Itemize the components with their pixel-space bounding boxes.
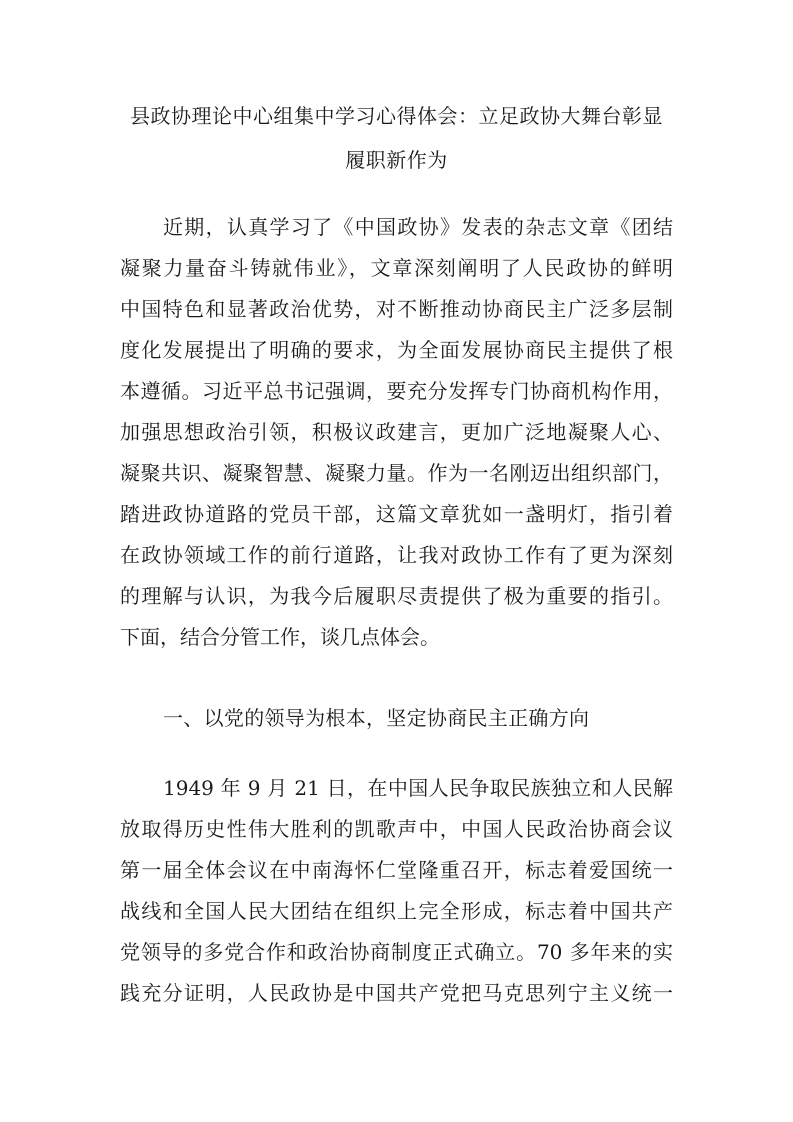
paragraph-section-1 xyxy=(120,768,673,1014)
paragraph-line: 在政协领域工作的前行道路，让我对政协工作有了更为深刻 xyxy=(120,543,673,567)
title-line-1: 县政协理论中心组集中学习心得体会：立足政协大舞台彰显 xyxy=(130,104,663,128)
paragraph-line: 近期，认真学习了《中国政协》发表的杂志文章《团结 xyxy=(163,215,673,239)
paragraph-line: 度化发展提出了明确的要求，为全面发展协商民主提供了根 xyxy=(120,338,673,362)
paragraph-line: 踏进政协道路的党员干部，这篇文章犹如一盏明灯，指引着 xyxy=(120,502,673,526)
paragraph-line: 加强思想政治引领，积极议政建言，更加广泛地凝聚人心、 xyxy=(120,420,673,444)
paragraph-line: 本遵循。习近平总书记强调，要充分发挥专门协商机构作用， xyxy=(120,379,673,403)
paragraph-line: 下面，结合分管工作，谈几点体会。 xyxy=(120,625,440,649)
paragraph-intro xyxy=(120,207,673,658)
paragraph-line: 战线和全国人民大团结在组织上完全形成，标志着中国共产 xyxy=(120,899,673,923)
paragraph-line: 践充分证明，人民政协是中国共产党把马克思列宁主义统一 xyxy=(120,981,673,1005)
title-line-2: 履职新作为 xyxy=(345,148,448,172)
paragraph-line: 中国特色和显著政治优势，对不断推动协商民主广泛多层制 xyxy=(120,297,673,321)
paragraph-line: 的理解与认识，为我今后履职尽责提供了极为重要的指引。 xyxy=(120,584,673,608)
paragraph-line: 1949 年 9 月 21 日，在中国人民争取民族独立和人民解 xyxy=(163,776,673,800)
paragraph-line: 凝聚共识、凝聚智慧、凝聚力量。作为一名刚迈出组织部门， xyxy=(120,461,673,485)
document-title xyxy=(115,94,678,182)
paragraph-line: 凝聚力量奋斗铸就伟业》，文章深刻阐明了人民政协的鲜明 xyxy=(120,256,673,280)
paragraph-line: 第一届全体会议在中南海怀仁堂隆重召开，标志着爱国统一 xyxy=(120,858,673,882)
section-heading: 一、以党的领导为根本，坚定协商民主正确方向 xyxy=(163,706,590,730)
paragraph-line: 党领导的多党合作和政治协商制度正式确立。70 多年来的实 xyxy=(120,940,673,964)
paragraph-line: 放取得历史性伟大胜利的凯歌声中，中国人民政治协商会议 xyxy=(120,817,673,841)
